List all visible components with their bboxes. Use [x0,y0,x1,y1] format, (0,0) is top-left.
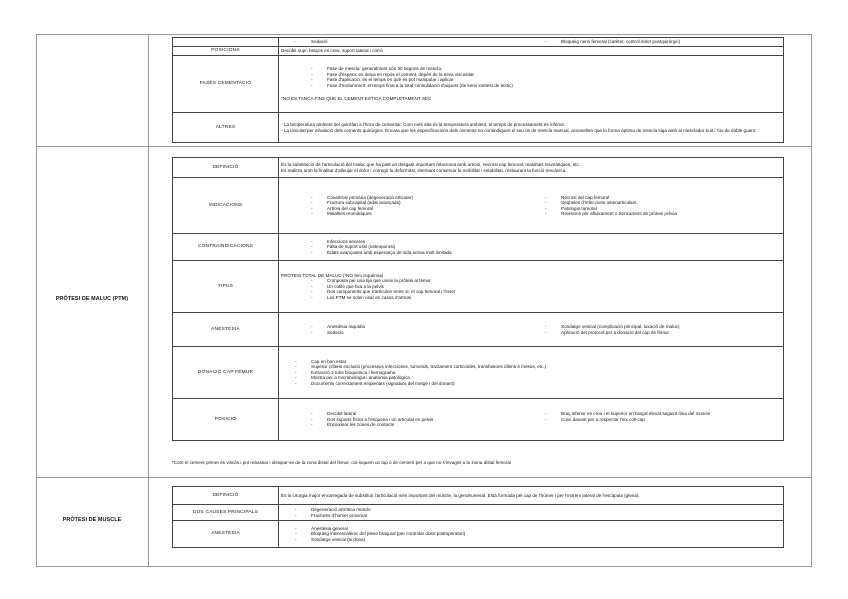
top-anest-left [281,39,531,44]
ptm-donacio-label: DONACIÓ CAP FÈMUR [173,347,279,399]
ptm-indicacions-right [531,195,781,217]
list-item: - Artrosi del cap femoral [327,206,531,211]
list-item: - Coixí davant per a respectar l'eix coll-cap [561,417,781,422]
list-item: - Sedació [311,39,531,44]
list-item: - Decúbit lateral [327,411,531,416]
muscle-definicio-text: És la cirurgia major encarregada de substituir l'articulació més important del muscle, la genohumeral. Està formada pel cap de l'húmer i per l'extrem lateral de l'escàpula (glena). [279,487,784,505]
altres-line: - La toxicitat per inhalació dels cements quirúrgics. Encara que les especificacions dels cements no contindiquen el seu ús de mescla manual, aconsellen que la forma òptima de mescla siga amb el mesclador buit i l'ús de doble guant. [281,127,757,133]
list-item: - Documents correctament emplenats (signatura del metge i del donant) [311,381,781,386]
ptm-tipus-list [281,278,781,300]
list-item: - Braç inferior en creu i el superior en braçal elevat seguint línia del muscle [561,411,781,416]
ptm-contra-label: CONTRAINDICACIONS [173,234,279,261]
muscle-anestesia-list [281,526,781,542]
altres-label: ALTRES [173,113,279,143]
list-item: - Fase d'espera: es deixa en repòs el cement, depèn de la seva viscositat [327,72,781,77]
section-divider [36,146,812,147]
fases-label: FASES CEMENTACIÓ [173,56,279,113]
list-item: - Cap en bon estat [311,359,781,364]
ptm-tipus-header: PRÒTESI TOTAL DE MALUC (*NO fem isquèmia) [281,272,384,278]
ptm-contra-list [281,239,781,255]
list-item: - Les PTM se solen usar en casos d'artrosi [327,295,781,300]
ptm-footnote: *Com el cement primer és viscós i pot rebassar i dissipar-se de la zona distal del fèmur, col·loquem un tap ó de cement per a que no s'invagini a la ziona distal femoral [172,460,511,465]
fases-note: *NO ES TANCA FINS QUE EL CEMENT ESTIGA COMPLETAMENT SEC [281,96,432,102]
ptm-posicio-label: POSICIÓ [173,399,279,441]
muscle-causes-list [281,507,781,518]
list-item: - Fractura subcapital (edat avançada) [327,200,531,205]
list-item: - Un cotile que fixa a la pelvis [327,284,781,289]
list-item: - Malalties reumàtiques [327,211,531,216]
muscle-causes-label: DOS CAUSES PRINCIPALS [173,505,279,521]
muscle-table [172,486,784,548]
muscle-anestesia-label: ANESTÈSIA [173,521,279,548]
list-item: - Bloqueig interescalènic del plexe braquial (per controlar dolor postoperatori) [311,531,781,536]
list-item: - Infeccions severes [327,239,781,244]
list-item: - Encoixinar les zones de contacte [327,422,531,427]
list-item: - Necrosi del cap femoral [561,195,781,200]
posicions-label: POSICIONS [173,47,279,56]
muscle-section-title: PRÒTESI DE MUSCLE [62,517,122,523]
list-item: - Bloqueig nervi femoral (catèter, control dolor postquirúrgic) [561,39,781,44]
top-table [172,37,784,143]
list-item: - Revisions per afluixament o trencament de pròtesi prèvia [561,211,781,216]
ptm-anestesia-label: ANESTÈSIA [173,313,279,347]
list-item: - Fase d'enduriment: el temps final a la total consolidació d'aquest (de kemi xotitest de testic) [327,83,781,88]
list-item: - Composta per una tija que uneix la pròtesi al fèmur [327,278,781,283]
muscle-definicio-label: DEFINICIÓ [173,487,279,505]
list-item: - Fase de mescla: generalment són 30 segons de mescla. [327,66,781,71]
list-item: - Fase d'aplicació: és el temps en què es pot manipular i aplicar [327,77,781,82]
list-item: - Superar criteris exclusió (processos infecciosos, tumorals, tractament corticoides, transfusions últims 4 mesos, etc.) [311,364,781,369]
list-item: - Sedació [327,330,531,335]
list-item: - Aplicació del protocol per a donació del cap de fèmur [561,330,781,335]
ptm-indicacions-left [281,195,531,217]
top-anest-right [531,39,781,44]
list-item: - Sondatge vesical (si dona) [311,537,781,542]
ptm-donacio-list [281,359,781,386]
ptm-definicio-line: Es realitza amb la finalitat d'alleujar el dolor i corregir la deformitat, intentant conservar la mobilitat i estabilitat, restaurant la funció mecànica. [281,167,567,173]
ptm-indicacions-label: INDICACIONS [173,178,279,234]
ptm-anestesia-right [531,324,781,335]
list-item: - Dos components que s'articulen entre si: el cap femoral i l'inser [327,289,781,294]
list-item: - Extracció 2 tubs bioquímica i hemograma [311,370,781,375]
ptm-table [172,157,784,441]
ptm-section-title: PRÒTESI DE MALUC (PTM) [55,296,129,302]
ptm-definicio-line: És la substitució de l'articulació del maluc que ha patit un desgast important relacionat amb artrosi, necrosi cap femoral, malalties reumàtiques, etc. [281,162,581,168]
list-item: - Patologia tumoral [561,206,781,211]
list-item: - Fractures d'húmer proximal [311,513,781,518]
list-item: - Mostra per a microbiologia i anatomia patològica [311,375,781,380]
ptm-definicio-label: DEFINICIÓ [173,158,279,178]
list-item: - Dos suports físics a l'esquena i un articulat en pelvis [327,417,531,422]
ptm-posicio-right [531,411,781,422]
list-item: - Degeneració artròtica muscle [311,507,781,512]
list-item: - Sondatge vesical (complicació principal, luxació de maluc) [561,324,781,329]
list-item: - Anestèsia general [311,526,781,531]
section-divider [36,477,812,478]
list-item: - Edats avançades amb esperança de vida activa molt limitada [327,250,781,255]
posicions-text: Decúbit supí, braços en creu, suport lateral i corró [279,47,784,56]
list-item: - Coxartrosi primària (degeneració articular) [327,195,531,200]
column-divider [148,34,149,567]
ptm-tipus-label: TIPUS [173,261,279,313]
ptm-posicio-left [281,411,531,427]
fases-list [281,66,781,88]
altres-line: - La temperatura ambient del quiròfan a l'hora de cementar. Com més alta és la temperatura ambient, el temps de processament és inferior. [281,122,566,128]
list-item: - Anestèsia raquídia [327,324,531,329]
list-item: - Falta de suport ossi (osteoporosi) [327,244,781,249]
ptm-anestesia-left [281,324,531,335]
list-item: - Seqüeles d'infeccions osteoarticulars [561,200,781,205]
